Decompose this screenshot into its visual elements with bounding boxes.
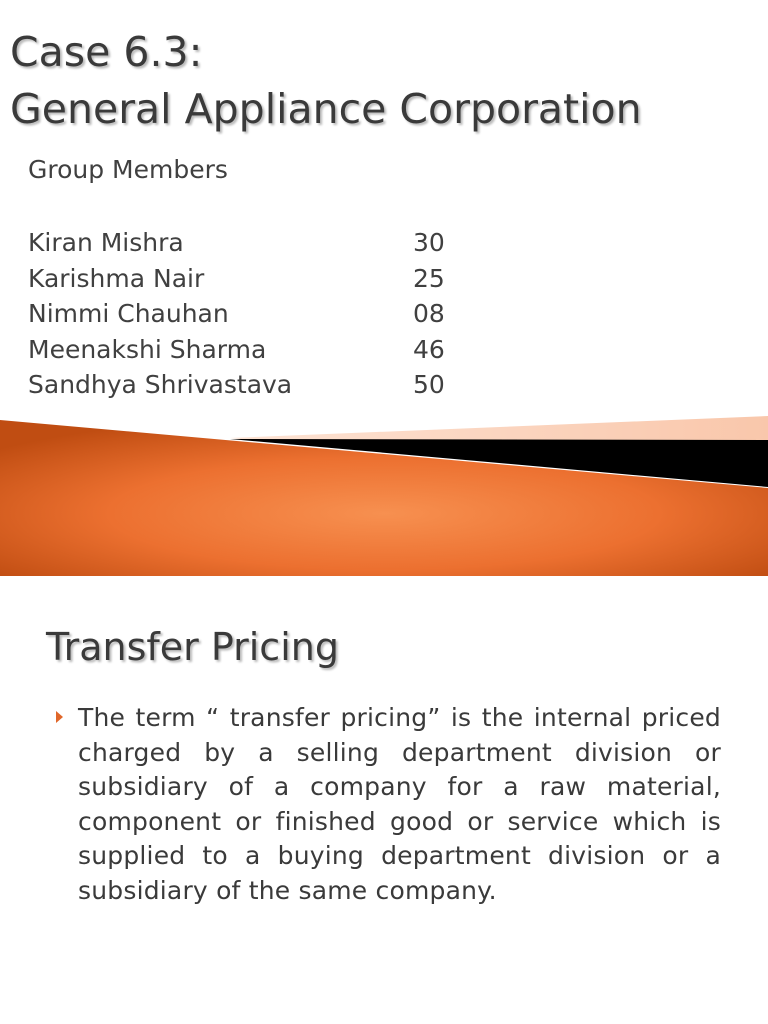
group-members-heading: Group Members [28, 155, 228, 184]
members-list [28, 225, 468, 403]
member-name: Kiran Mishra [28, 228, 184, 258]
member-row [28, 261, 468, 297]
decorative-banner [0, 410, 768, 576]
peach-stripe [230, 416, 768, 440]
triangle-bullet-icon [56, 711, 63, 723]
member-number: 25 [413, 263, 445, 293]
member-name: Meenakshi Sharma [28, 334, 267, 364]
member-row [28, 296, 468, 332]
slide-2 [0, 576, 768, 1024]
title-line-2: General Appliance Corporation [10, 85, 642, 133]
member-row [28, 225, 468, 261]
member-name: Karishma Nair [28, 263, 205, 293]
member-row [28, 367, 468, 403]
member-name: Sandhya Shrivastava [28, 370, 293, 400]
slide-title: Transfer Pricing [46, 625, 339, 669]
member-row [28, 332, 468, 368]
member-number: 46 [413, 334, 445, 364]
bullet-paragraph: The term “ transfer pricing” is the internal priced charged by a selling department division or subsidiary of a company for a raw material, component or finished good or service which is supplied to a buying department division or a subsidiary of the same company. [78, 703, 721, 905]
member-number: 08 [413, 299, 445, 329]
slide-title [10, 24, 642, 138]
title-line-1: Case 6.3: [10, 28, 203, 76]
member-number: 50 [413, 370, 445, 400]
member-name: Nimmi Chauhan [28, 299, 229, 329]
member-number: 30 [413, 228, 445, 258]
